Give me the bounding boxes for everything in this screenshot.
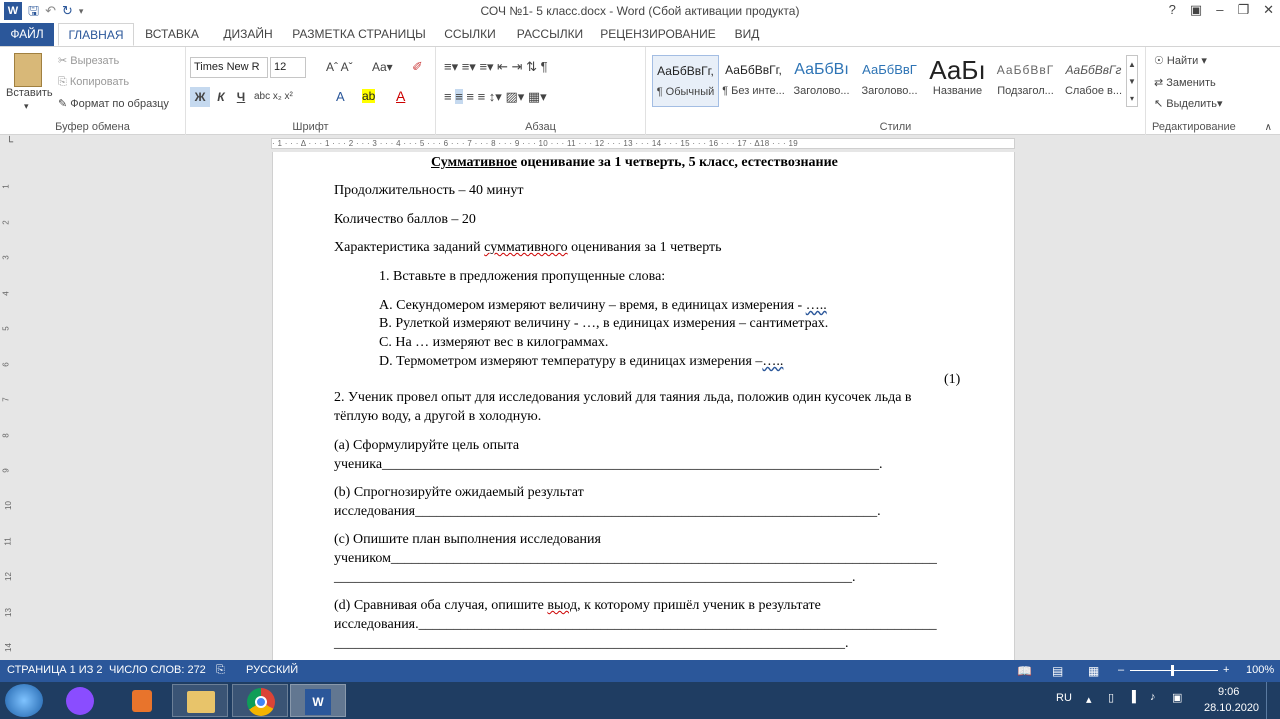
tray-update-icon[interactable]: ▣ <box>1172 692 1183 704</box>
doc-q1-score: (1) <box>944 372 961 387</box>
text-effects-icon[interactable]: A <box>336 89 345 104</box>
font-size-box[interactable]: 12 <box>270 57 306 78</box>
tray-volume-icon[interactable]: ♪ <box>1150 691 1156 703</box>
format-painter-button[interactable]: ✎ Формат по образцу <box>58 98 169 110</box>
undo-icon[interactable]: ↶ <box>45 3 56 18</box>
doc-q2-a: (a) Сформулируйте цель опыта <box>334 438 520 453</box>
tray-language[interactable]: RU <box>1056 692 1072 704</box>
paste-button[interactable]: Вставить <box>6 87 53 99</box>
document-page[interactable] <box>272 152 1015 660</box>
restore-button[interactable]: ❐ <box>1237 2 1250 17</box>
grow-font-icon[interactable]: Aˆ Aˇ <box>326 60 353 74</box>
start-button[interactable] <box>5 684 43 717</box>
paste-dropdown-icon[interactable]: ▾ <box>24 101 29 111</box>
clipboard-label: Буфер обмена <box>55 121 130 133</box>
tray-date[interactable]: 28.10.2020 <box>1204 702 1260 714</box>
font-label: Шрифт <box>292 121 329 133</box>
style-title[interactable]: АаБı Название <box>929 55 986 97</box>
editing-label: Редактирование <box>1152 121 1236 133</box>
zoom-slider-thumb[interactable] <box>1171 665 1174 676</box>
print-layout-icon[interactable]: ▤ <box>1052 664 1064 678</box>
taskbar-alice[interactable] <box>52 684 108 717</box>
taskbar-explorer[interactable] <box>172 684 228 717</box>
doc-q2-b-answer: исследования__________________________________________________________________. <box>334 504 881 519</box>
tab-mailings[interactable]: РАССЫЛКИ <box>516 27 584 41</box>
language-indicator[interactable]: РУССКИЙ <box>246 664 299 676</box>
doc-q2-c-answer-2: __________________________________________________________________________. <box>334 570 856 585</box>
style-normal[interactable]: АаБбВвГг, ¶ Обычный <box>652 55 719 107</box>
styles-label: Стили <box>879 121 912 133</box>
bullets-icon[interactable]: ≡▾ ≡▾ ≡▾ ⇤ ⇥ ⇅ ¶ <box>444 59 548 74</box>
word-count[interactable]: ЧИСЛО СЛОВ: 272 <box>109 664 206 676</box>
page-count[interactable]: СТРАНИЦА 1 ИЗ 2 <box>7 664 103 676</box>
customize-qat-icon[interactable]: ▾ <box>78 6 84 16</box>
replace-icon: ⇄ <box>1154 77 1167 89</box>
zoom-slider[interactable] <box>1130 670 1218 671</box>
doc-question-1: 1. Вставьте в предложения пропущенные слова: <box>379 269 666 284</box>
select-button[interactable]: ↖ Выделить▾ <box>1154 98 1223 110</box>
paragraph-label: Абзац <box>525 121 556 133</box>
tab-references[interactable]: ССЫЛКИ <box>444 27 496 41</box>
ribbon-tabs <box>0 23 1280 46</box>
tray-network-icon[interactable]: ▐ <box>1128 691 1136 703</box>
taskbar-chrome[interactable] <box>232 684 288 717</box>
tray-battery-icon[interactable]: ▯ <box>1108 692 1115 704</box>
style-no-spacing[interactable]: АаБбВвГг, ¶ Без инте... <box>722 63 785 97</box>
editing-group <box>1146 47 1280 135</box>
copy-button[interactable]: ⎘ Копировать <box>58 76 130 88</box>
font-group <box>186 47 436 135</box>
doc-question-2-line1: 2. Ученик провел опыт для исследования условий для таяния льда, положив один кусочек льда в <box>334 390 912 405</box>
replace-button[interactable]: ⇄ Заменить <box>1154 77 1216 89</box>
binoculars-icon: ☉ <box>1154 55 1167 67</box>
help-button[interactable]: ? <box>1168 2 1176 17</box>
style-subtitle[interactable]: АаБбВвГ Подзагол... <box>996 63 1055 97</box>
collapse-ribbon-icon[interactable]: ∧ <box>1264 122 1272 133</box>
ribbon-display-options-icon[interactable]: ▣ <box>1189 2 1203 17</box>
doc-q2-a-answer: ученика_______________________________________________________________________. <box>334 457 883 472</box>
doc-duration: Продолжительность – 40 минут <box>334 183 524 198</box>
doc-q2-d-answer: исследования.__________________________________________________________________________ <box>334 617 937 632</box>
horizontal-ruler <box>0 135 1280 152</box>
tab-selector-icon[interactable]: └ <box>6 137 14 148</box>
doc-q2-d: (d) Сравнивая оба случая, опишите выод, к которому пришёл ученик в результате <box>334 598 821 613</box>
paste-icon[interactable] <box>14 53 42 87</box>
zoom-out-button[interactable]: – <box>1118 664 1125 676</box>
paragraph-group <box>436 47 646 135</box>
vertical-ruler: 1 2 3 4 5 6 7 8 9 10 11 12 13 14 <box>0 152 18 660</box>
tray-expand-icon[interactable]: ▴ <box>1086 694 1092 706</box>
doc-heading: Суммативное оценивание за 1 четверть, 5 класс, естествознание <box>431 155 838 170</box>
styles-group <box>646 47 1146 135</box>
align-icons[interactable]: ≡ ≡ ≡ ≡ ↕▾ ▨▾ ▦▾ <box>444 89 547 104</box>
cut-button[interactable]: ✂ Вырезать <box>58 55 120 67</box>
font-color-icon[interactable]: A <box>396 88 406 104</box>
doc-points: Количество баллов – 20 <box>334 212 476 227</box>
tab-file[interactable]: ФАЙЛ <box>0 23 54 46</box>
style-subtle-emphasis[interactable]: АаБбВвГг Слабое в... <box>1064 63 1123 97</box>
style-heading-2[interactable]: АаБбВвГ Заголово... <box>861 62 918 97</box>
cursor-icon: ↖ <box>1154 98 1167 110</box>
tab-view[interactable]: ВИД <box>734 27 760 41</box>
doc-characteristics: Характеристика заданий суммативного оценивания за 1 четверть <box>334 240 722 255</box>
underline-button[interactable]: Ч <box>236 90 246 104</box>
styles-scroll[interactable]: ▲ ▼ ▾ <box>1126 55 1138 107</box>
taskbar-media[interactable] <box>114 684 170 717</box>
read-mode-icon[interactable]: 📖 <box>1017 664 1032 678</box>
clipboard-group <box>0 47 186 135</box>
word-logo-icon: W <box>4 2 22 20</box>
tab-design[interactable]: ДИЗАЙН <box>223 27 273 41</box>
taskbar-word[interactable]: W <box>290 684 346 717</box>
web-layout-icon[interactable]: ▦ <box>1088 664 1100 678</box>
taskbar <box>0 682 1280 719</box>
zoom-in-button[interactable]: + <box>1223 664 1230 676</box>
proofing-icon[interactable]: ⎘ <box>216 664 225 676</box>
tab-page-layout[interactable]: РАЗМЕТКА СТРАНИЦЫ <box>292 27 426 41</box>
doc-q1-a: А. Секундомером измеряют величину – время, в единицах измерения - ….. <box>379 298 827 313</box>
doc-q2-c: (с) Опишите план выполнения исследования <box>334 532 601 547</box>
doc-q1-b: В. Рулеткой измеряют величину - …, в единицах измерения – сантиметрах. <box>379 316 829 331</box>
ribbon <box>0 46 1280 135</box>
italic-button[interactable]: К <box>217 90 225 104</box>
doc-q1-d: D. Термометром измеряют температуру в единицах измерения –….. <box>379 354 784 369</box>
tab-insert[interactable]: ВСТАВКА <box>145 27 199 41</box>
doc-q1-c: С. На … измеряют вес в килограммах. <box>379 335 609 350</box>
redo-icon[interactable]: ↻ <box>61 3 73 18</box>
highlight-icon[interactable]: ab <box>362 89 376 103</box>
brush-icon: ✎ <box>58 98 71 110</box>
doc-q2-c-answer: учеником______________________________________________________________________________ <box>334 551 937 566</box>
doc-question-2-line2: тёплую воду, а другой в холодную. <box>334 409 542 424</box>
bold-button[interactable]: Ж <box>190 87 210 107</box>
show-desktop-button[interactable] <box>1266 682 1280 719</box>
status-bar <box>0 660 1280 682</box>
minimize-button[interactable]: – <box>1216 2 1224 17</box>
change-case-icon[interactable]: Aa▾ <box>372 60 393 74</box>
title-bar <box>0 0 1280 23</box>
doc-q2-d-answer-2: _________________________________________________________________________. <box>334 636 849 651</box>
doc-q2-b: (b) Спрогнозируйте ожидаемый результат <box>334 485 584 500</box>
tab-home[interactable]: ГЛАВНАЯ <box>58 23 134 46</box>
window-title: СОЧ №1- 5 класс.docx - Word (Сбой активации продукта) <box>480 4 800 18</box>
copy-icon: ⎘ <box>58 76 70 88</box>
tray-time[interactable]: 9:06 <box>1218 686 1240 698</box>
save-icon[interactable]: 🖫 <box>28 3 40 18</box>
font-name-box[interactable]: Times New R <box>190 57 268 78</box>
find-button[interactable]: ☉ Найти ▾ <box>1154 55 1207 67</box>
clear-formatting-icon[interactable]: ✐ <box>412 59 423 74</box>
strikethrough-icon[interactable]: abc x₂ x² <box>254 91 293 102</box>
style-heading-1[interactable]: АаБбВı Заголово... <box>793 61 850 97</box>
close-button[interactable]: ✕ <box>1263 2 1274 17</box>
scissors-icon: ✂ <box>58 55 71 67</box>
ruler-scale[interactable]: · 1 · · · Δ · · · 1 · · · 2 · · · 3 · · · 4 · · · 5 · · · 6 · · · 7 · · · 8 · · · 9 · · · 10 · · · 11 · · · 12 · · · 13 · · · 14 · · · 15 · · · 16 · · · 17 · Δ18 · · · 19 <box>271 138 1015 149</box>
tab-review[interactable]: РЕЦЕНЗИРОВАНИЕ <box>600 27 716 41</box>
zoom-level[interactable]: 100% <box>1246 664 1275 676</box>
